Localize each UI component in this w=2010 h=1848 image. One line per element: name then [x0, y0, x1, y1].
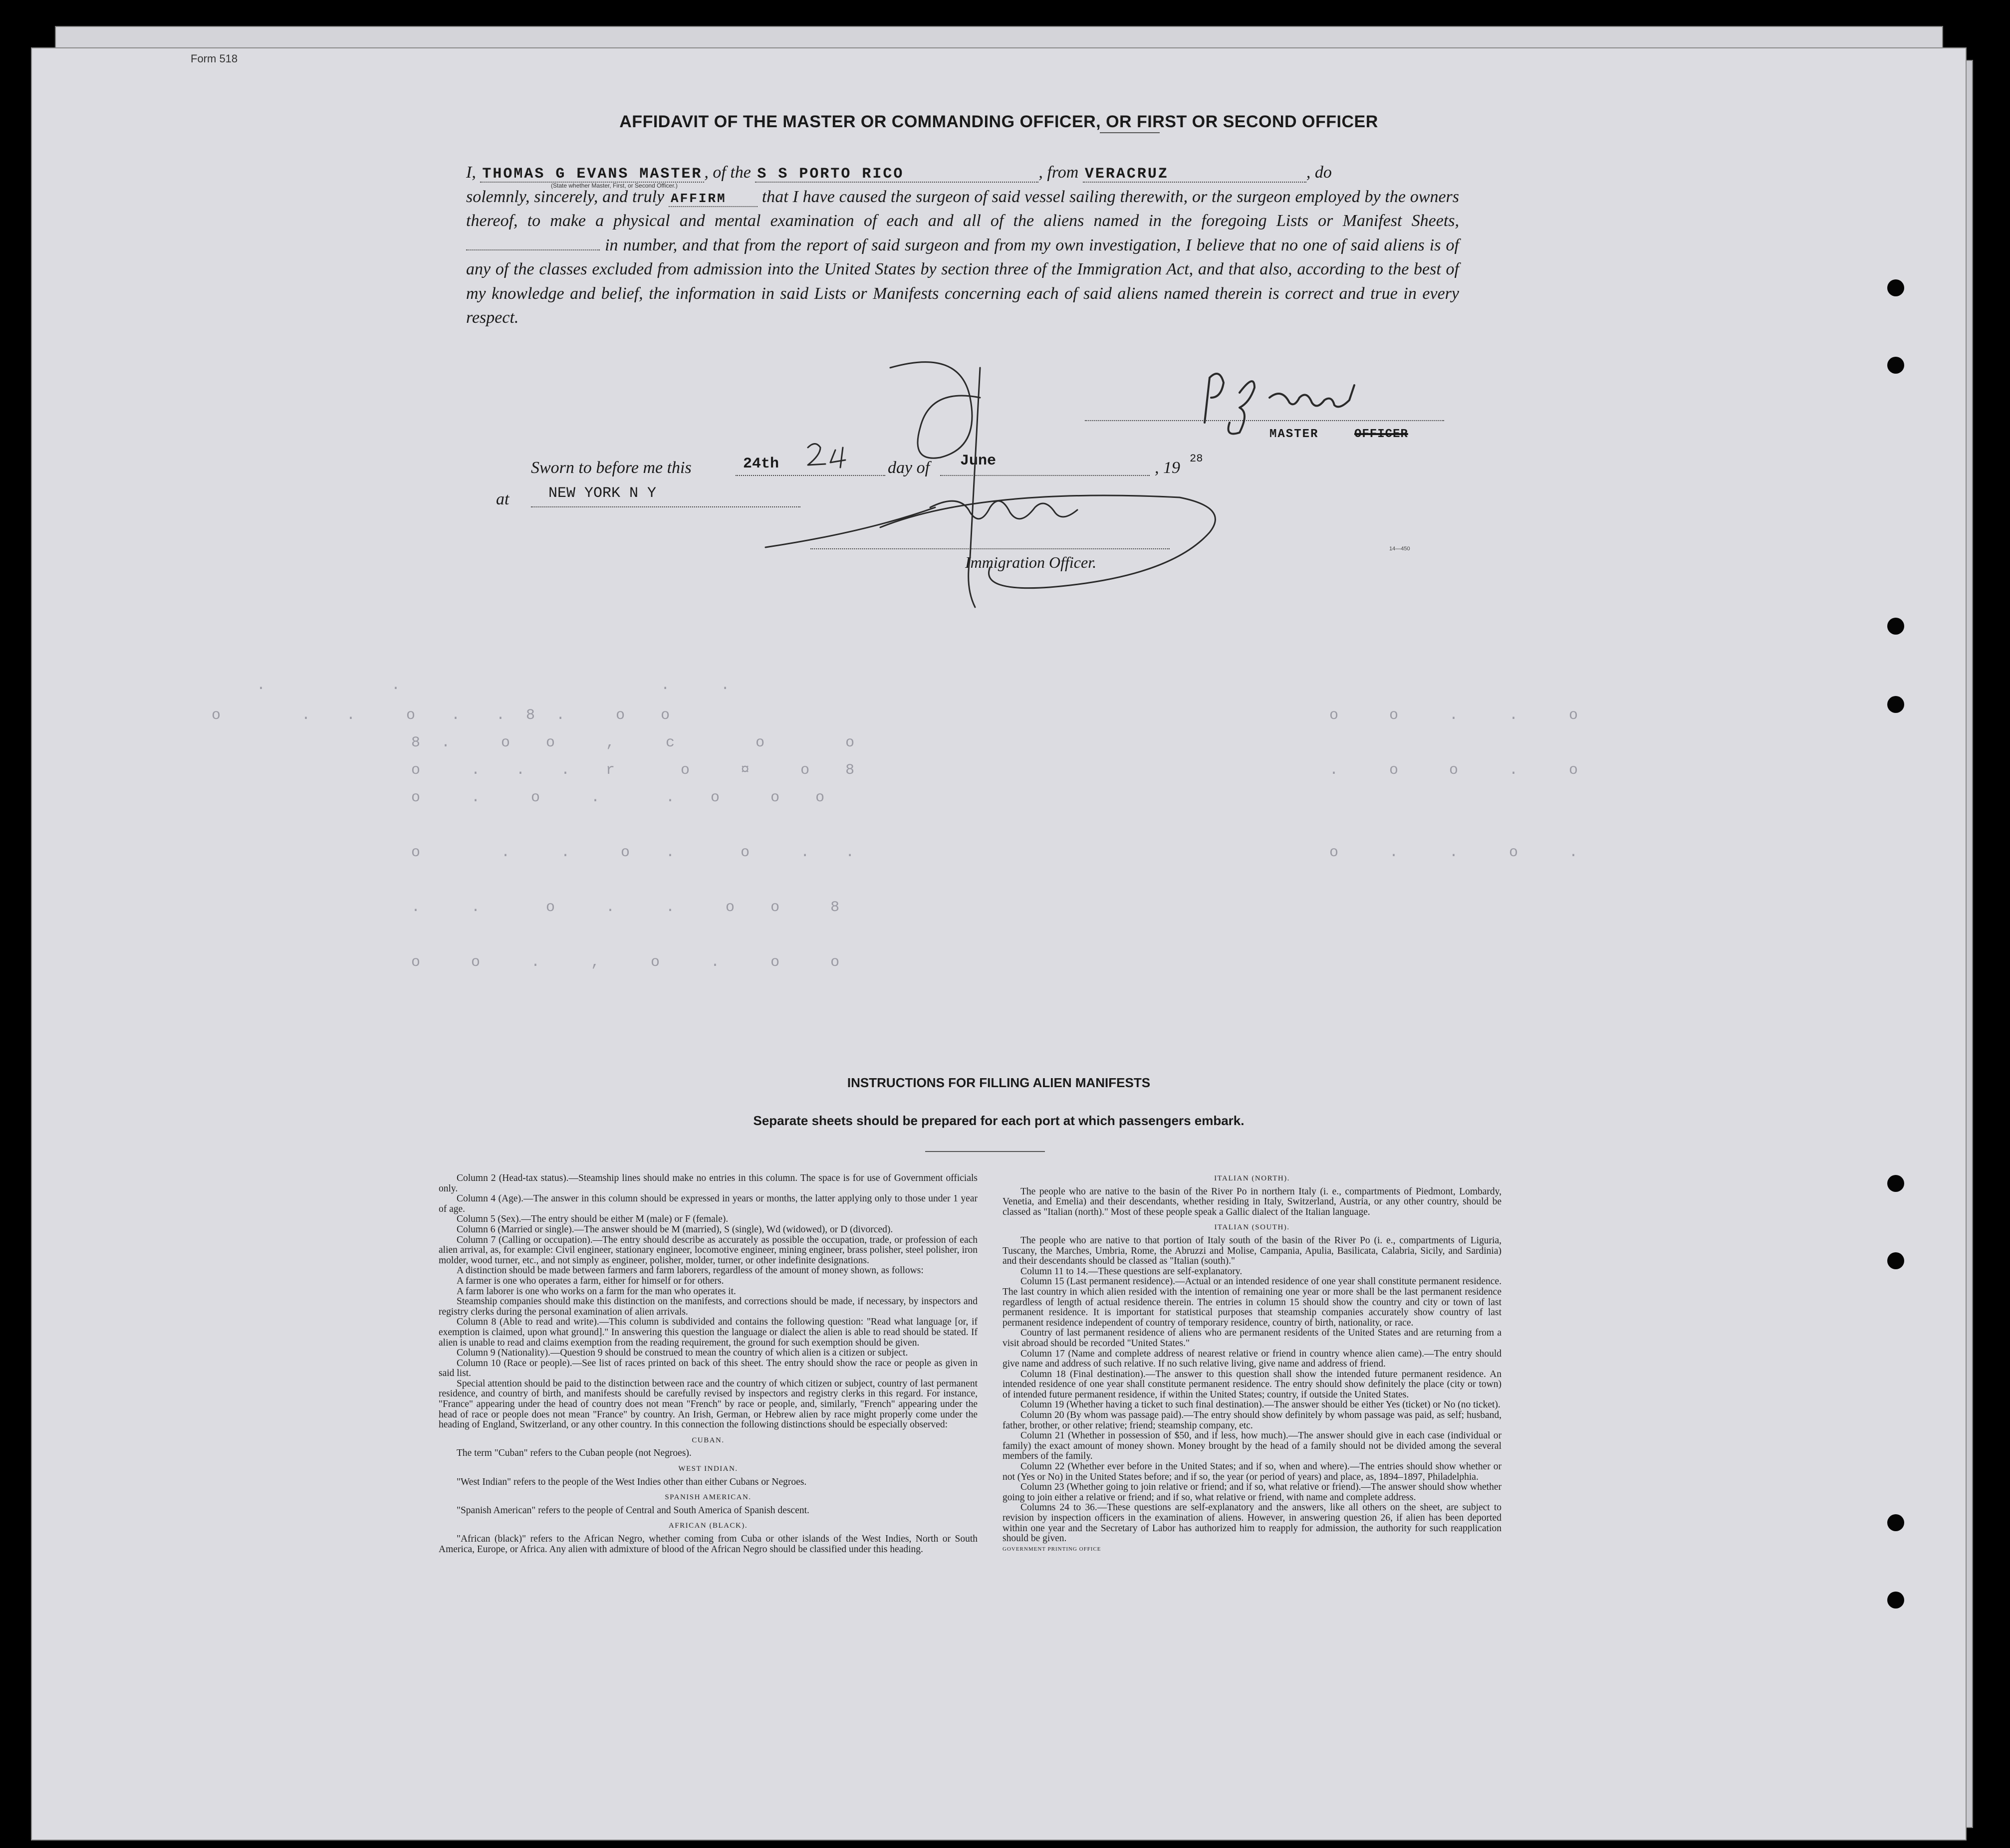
instr-col7: Column 7 (Calling or occupation).—The entry should describe as accurately as possible the occupation, trade, or profession of each alien arrival, as, for example: Civil engineer, stationary engineer, locomotive engineer, mining engineer, brass polisher, steel polisher, iron molder, wood turner, etc., and not simply as engineer, polisher, molder, turner, or other indefinite designations. — [439, 1234, 978, 1266]
affidavit-do: , do — [1306, 163, 1332, 182]
year-prefix: , 19 — [1155, 459, 1180, 477]
heading-cuban: CUBAN. — [692, 1436, 725, 1444]
instr-farmer: A farmer is one who operates a farm, either for himself or for others. — [457, 1275, 724, 1286]
departure-port-field: VERACRUZ — [1083, 167, 1306, 183]
signature-title-crossed: OFFICER — [1354, 428, 1408, 441]
punch-hole — [1887, 279, 1904, 296]
heading-spanish-american: SPANISH AMERICAN. — [665, 1493, 752, 1502]
instr-col6: Column 6 (Married or single).—The answer should be M (married), S (single), Wd (widowed), or D (divorced). — [457, 1224, 893, 1235]
heading-west-indian: WEST INDIAN. — [678, 1465, 738, 1473]
instr-col23: Column 23 (Whether going to join relative or friend; and if so, what relative or friend).—The answer should show whether going to join either a relative or friend; and if so, what relative or friend, with name and complete address. — [1003, 1482, 1502, 1503]
handwritten-signatures — [32, 48, 1966, 647]
instr-italian-north: The people who are native to the basin of the River Po in northern Italy (i. e., compartments of Piedmont, Lombardy, Venetia, and Emelia) and their descendants, whether residing in Italy, Switzerland, Austria, or any other country, should be classed as "Italian (north)." Most of these people speak a Gallic dialect of the Italian language. — [1003, 1186, 1502, 1217]
instr-returning-residents: Country of last permanent residence of aliens who are permanent residents of the United States and are returning from a visit abroad should be recorded "United States." — [1003, 1328, 1502, 1349]
heading-italian-south: ITALIAN (SOUTH). — [1214, 1223, 1290, 1232]
instr-col2: Column 2 (Head-tax status).—Steamship lines should make no entries in this column. The space is for use of Government officials only. — [439, 1173, 978, 1194]
instr-col24-36: Columns 24 to 36.—These questions are self-explanatory and the answers, like all others on the sheet, are subject to revision by inspection officers in the examination of aliens. However, in answering question 26, if alien has been deported within one year and the Secretary of Labor has authorized him to reapply for admission, the authority for such reapplication should be given. — [1003, 1502, 1502, 1544]
instr-col5: Column 5 (Sex).—The entry should be either M (male) or F (female). — [457, 1214, 729, 1225]
punch-hole — [1887, 1175, 1904, 1192]
at-label: at — [496, 490, 509, 508]
day-of-label: day of — [888, 459, 930, 477]
heading-italian-north: ITALIAN (NORTH). — [1214, 1174, 1290, 1182]
instr-col9: Column 9 (Nationality).—Question 9 should be construed to mean the country of which alien is a citizen or subject. — [457, 1348, 908, 1359]
instr-col21: Column 21 (Whether in possession of $50, and if less, how much).—The answer should give in each case (individual or family) the exact amount of money shown. Money brought by the head of a family should not be divided among the several members of the family. — [1003, 1430, 1502, 1462]
printer-imprint: GOVERNMENT PRINTING OFFICE — [1003, 1546, 1101, 1552]
instr-col8: Column 8 (Able to read and write).—This column is subdivided and contains the following question: "Read what language [or, if exemption is claimed, upon what ground]." In answering this question the language or dialect the alien is able to read should be stated. If alien is unable to read and claims exemption from the reading requirement, the ground for such exemption should be given. — [439, 1317, 978, 1348]
instr-farm-laborer: A farm laborer is one who works on a farm for the man who operates it. — [457, 1286, 736, 1297]
affidavit-of-the: , of the — [704, 163, 751, 182]
instructions-title: INSTRUCTIONS FOR FILLING ALIEN MANIFESTS — [847, 1075, 1151, 1090]
instr-col17: Column 17 (Name and complete address of nearest relative or friend in country whence alien came).—The entry should give name and address of such relative. If no such relative living, give name and address of friend. — [1003, 1348, 1502, 1370]
instr-italian-south: The people who are native to that portion of Italy south of the basin of the River Po (i. e., compartments of Liguria, Tuscany, the Marches, Umbria, Rome, the Abruzzi and Molise, Campania, Apulia, Basilicata, Calabria, Sicily, and Sardinia) and their descendants should be classed as "Italian (south)." — [1003, 1235, 1502, 1267]
instructions-left-column — [439, 1173, 978, 1555]
instr-col11-14: Column 11 to 14.—These questions are self-explanatory. — [1020, 1266, 1243, 1277]
officer-rank-note: (State whether Master, First, or Second Officer.) — [551, 182, 678, 189]
sworn-place-field: NEW YORK N Y — [548, 485, 657, 502]
instr-col19: Column 19 (Whether having a ticket to such final destination).—The answer should be either Yes (ticket) or No (no ticket). — [1020, 1399, 1501, 1410]
punch-hole — [1887, 1252, 1904, 1269]
instr-steamship: Steamship companies should make this distinction on the manifests, and corrections should be made, if necessary, by inspectors and registry clerks during the personal examination of alien arrivals. — [439, 1296, 978, 1317]
oath-word-field: AFFIRM — [669, 191, 757, 207]
affidavit-from: , from — [1038, 163, 1079, 182]
instructions-rule — [925, 1151, 1045, 1152]
instr-col15: Column 15 (Last permanent residence).—Actual or an intended residence of one year shall constitute permanent residence. The last country in which alien resided with the intention of remaining one year or more shall be the last permanent residence regardless of length of actual residence therein. The entries in column 15 should show the country and city or town of last permanent residence. It is important for statistical purposes that steamship companies accurately show country of last permanent residence independent of country of temporary residence, country of birth, nationality, or race. — [1003, 1276, 1502, 1328]
punch-hole — [1887, 1592, 1904, 1609]
immigration-officer-label: Immigration Officer. — [965, 553, 1097, 571]
instr-col4: Column 4 (Age).—The answer in this column should be expressed in years or months, the latter applying only to those under 1 year of age. — [439, 1193, 978, 1214]
sworn-month-field: June — [960, 453, 997, 469]
instr-west-indian: "West Indian" refers to the people of the West Indies other than either Cubans or Negroes. — [457, 1476, 807, 1487]
instructions-subtitle: Separate sheets should be prepared for each port at which passengers embark. — [753, 1113, 1245, 1128]
affidavit-body-part2: in number, and that from the report of said surgeon and from my own investigation, I believe that no one of said aliens is of any of the classes excluded from admission into the United States by section three of the Immigration Act, and that also, according to the best of my knowledge and belief, the information in said Lists or Manifests concerning each of said aliens named therein is correct and true in every respect. — [466, 235, 1459, 327]
instr-farm-distinction: A distinction should be made between farmers and farm laborers, regardless of the amount of money shown, as follows: — [457, 1265, 924, 1276]
instr-col18: Column 18 (Final destination).—The answer to this question shall show the intended future permanent residence. An intended residence of one year shall constitute permanent residence. The entry should show definitely the place (city or town) of intended future permanent residence, if within the United States; country, if outside the United States. — [1003, 1369, 1502, 1400]
signature-title: MASTER — [1269, 428, 1319, 441]
punch-hole — [1887, 1514, 1904, 1531]
punch-hole — [1887, 618, 1904, 635]
sworn-day-field: 24th — [743, 456, 779, 472]
vessel-name-field: S S PORTO RICO — [755, 167, 1038, 183]
sworn-label: Sworn to before me this — [531, 459, 692, 477]
punch-hole — [1887, 696, 1904, 713]
instr-col22: Column 22 (Whether ever before in the United States; and if so, when and where).—The entries should show whether or not (Yes or No) in the United States before; and if so, the year (or period of years) and place, as, 1894–1897, Philadelphia. — [1003, 1461, 1502, 1482]
handwritten-day-mark — [808, 444, 845, 468]
year-suffix: 28 — [1190, 453, 1203, 465]
master-signature-mark — [1205, 374, 1354, 434]
instructions-right-column — [1003, 1173, 1502, 1554]
affidavit-i: I, — [466, 163, 476, 182]
affidavit-title: AFFIDAVIT OF THE MASTER OR COMMANDING OFFICER, OR FIRST OR SECOND OFFICER — [619, 112, 1378, 131]
form-number: Form 518 — [191, 52, 238, 65]
instr-col10: Column 10 (Race or people).—See list of races printed on back of this sheet. The entry should show the race or people as given in said list. — [439, 1358, 978, 1379]
heading-african: AFRICAN (BLACK). — [668, 1522, 748, 1530]
instr-african: "African (black)" refers to the African Negro, whether coming from Cuba or other islands of the West Indies, North or South America, Europe, or Africa. Any alien with admixture of blood of the African Negro should be classified under this heading. — [439, 1534, 978, 1555]
form-code: 14—450 — [1389, 546, 1410, 552]
instr-special-attention: Special attention should be paid to the distinction between race and the country of which citizen or subject, country of last permanent residence, and country of birth, and manifests should be carefully revised by inspectors and registry clerks in this regard. For instance, "France" appearing under the head of country does not mean "French" by race or people, and, similarly, "French" appearing under the head of race or people does not mean "France" by country. An Irish, German, or Hebrew alien by race might properly come under the heading of England, Switzerland, or any other country. In this connection the following distinctions should be especially observed: — [439, 1378, 978, 1430]
affidavit-solemnly: solemnly, sincerely, and truly — [466, 187, 665, 206]
punch-hole — [1887, 357, 1904, 374]
affidavit-body-part1: that I have caused the surgeon of said vessel sailing therewith, or the surgeon employed by the owners thereof, to make a physical and mental examination of each and all of the aliens named in the foregoing Lists or Manifest Sheets, — [466, 187, 1460, 230]
manifest-sheet: Form 518 . . . . o . . o . . 8 . o o 8 . o o , c o o o . . . r o ¤ o 8 o . o . . o o o o . . o . o . . . . o . . o o 8 o o . , o . o o o o . . o . o o . o o . . o . AFFIDAVIT OF THE MASTER OR COMMANDING OFFICER, OR FIRST OR SECOND OFFICER I, THOMAS G EVANS MASTER , of the S S PORTO RICO , from VERACRUZ , do solemnly, sincerely, and truly AFFIRM that I have caused the surgeon of said vessel sailing therewith, or the surgeon employed by the owners thereof, to make a physical and mental examination of each and all of the aliens named in the foregoing Lists or Manifest Sheets, in number, and that from the report of said surgeon and from my own investigation, I believe that no one of said aliens is of any of the classes excluded from admission into the United States by section three of the Immigration Act, and that also, according to the best of my knowledge and belief, the information in said Lists or Manifests concerning each of said aliens named therein is correct and true in every respect. (State whether Master, First, or Second Officer.) MASTER OFFICER Sworn to before me this 24th day of June , 19 28 at NEW YORK N Y Immigration Officer. 14—450 INSTRUCTIONS FOR FILLING ALIEN MANIFESTS Separate sheets should be prepared for each port at which passengers embark. Column 2 (Head-tax status).—Steamship lines should make no entries in this column. The space is for use of Government officials only. Column 4 (Age).—The answer in this column should be expressed in years or months, the latter applying only to those under 1 year of age. Column 5 (Sex).—The entry should be either M (male) or F (female). Column 6 (Married or single).—The answer should be M (married), S (single), Wd (widowed), or D (divorced). Column 7 (Calling or occupation).—The entry should describe as accurately as possible the occupation, trade, or profession of each alien arrival, as, for example: Civil engineer, stationary engineer, locomotive engineer, mining engineer, brass polisher, steel polisher, iron molder, wood turner, etc., and not simply as engineer, polisher, molder, turner, or other indefinite designations. A distinction should be made between farmers and farm laborers, regardless of the amount of money shown, as follows: A farmer is one who operates a farm, either for himself or for others. A farm laborer is one who works on a farm for the man who operates it. Steamship companies should make this distinction on the manifests, and corrections should be made, if necessary, by inspectors and registry clerks during the personal examination of alien arrivals. Column 8 (Able to read and write).—This column is subdivided and contains the following question: "Read what language [or, if exemption is claimed, upon what ground]." In answering this question the language or dialect the alien is able to read should be stated. If alien is unable to read and claims exemption from the reading requirement, the ground for such exemption should be given. Column 9 (Nationality).—Question 9 should be construed to mean the country of which alien is a citizen or subject. Column 10 (Race or people).—See list of races printed on back of this sheet. The entry should show the race or people as given in said list. Special attention should be paid to the distinction between race and the country of which citizen or subject, country of last permanent residence, and country of birth, and manifests should be carefully revised by inspectors and registry clerks in this regard. For instance, "France" appearing under the head of country does not mean "French" by race or people, and, similarly, "French" appearing under the head of race or people does not mean "France" by country. An Irish, German, or Hebrew alien by race might properly come under the heading of England, Switzerland, or any other country. In this connection the following distinctions should be especially observed: CUBAN. The term "Cuban" refers to the Cuban people (not Negroes). WEST INDIAN. "West Indian" refers to the people of the West Indies other than either Cubans or Negroes. SPANISH AMERICAN. "Spanish American" refers to the people of Central and South America of Spanish descent. AFRICAN (BLACK). "African (black)" refers to the African Negro, whether coming from Cuba or other islands of the West Indies, North or South America, Europe, or Africa. Any alien with admixture of blood of the African Negro should be classified under this heading. ITALIAN (NORTH). The people who are native to the basin of the River Po in northern Italy (i. e., compartments of Piedmont, Lombardy, Venetia, and Emelia) and their descendants, whether residing in Italy, Switzerland, Austria, or any other country, should be classed as "Italian (north)." Most of these people speak a Gallic dialect of the Italian language. ITALIAN (SOUTH). The people who are native to that portion of Italy south of the basin of the River Po (i. e., compartments of Liguria, Tuscany, the Marches, Umbria, Rome, the Abruzzi and Molise, Campania, Apulia, Basilicata, Calabria, Sicily, and Sardinia) and their descendants should be classed as "Italian (south)." Column 11 to 14.—These questions are self-explanatory. Column 15 (Last permanent residence).—Actual or an intended residence of one year shall constitute permanent residence. The last country in which alien resided with the intention of remaining one year or more shall be the last permanent residence regardless of length of actual residence therein. The entries in column 15 should show the country and city or town of last permanent residence. It is important for statistical purposes that steamship companies accurately show country of last permanent residence independent of country of temporary residence, country of birth, nationality, or race. Country of last permanent residence of aliens who are permanent residents of the United States and are returning from a visit abroad should be recorded "United States." Column 17 (Name and complete address of nearest relative or friend in country whence alien came).—The entry should give name and address of such relative. If no such relative living, give name and address of friend. Column 18 (Final destination).—The answer to this question shall show the intended future permanent residence. An intended residence of one year shall constitute permanent residence. The entry should show definitely the place (city or town) of intended future permanent residence, if within the United States; country, if outside the United States. Column 19 (Whether having a ticket to such final destination).—The answer should be either Yes (ticket) or No (no ticket). Column 20 (By whom was passage paid).—The entry should show definitely by whom passage was paid, as self; husband, father, brother, or other relative; friend; steamship company, etc. Column 21 (Whether in possession of $50, and if less, how much).—The answer should give in each case (individual or family) the exact amount of money shown. Money brought by the head of a family should not be divided among the several members of the family. Column 22 (Whether ever before in the United States; and if so, when and where).—The entries should show whether or not (Yes or No) in the United States before; and if so, the year (or period of years) and place, as, 1894–1897, Philadelphia. Column 23 (Whether going to join relative or friend; and if so, what relative or friend).—The answer should show whether going to join either a relative or friend; and if so, what relative or friend, with name and complete address. Columns 24 to 36.—These questions are self-explanatory and the answers, like all others on the sheet, are subject to revision by inspection officers in the examination of aliens. However, in answering question 26, if alien has been deported within one year and the Secretary of Labor has authorized him to reapply for admission, the authority for such reapplication should be given. GOVERNMENT PRINTING OFFICE — [31, 47, 1967, 1841]
instr-cuban: The term "Cuban" refers to the Cuban people (not Negroes). — [457, 1448, 692, 1459]
instr-spanish-american: "Spanish American" refers to the people of Central and South America of Spanish descent. — [457, 1505, 809, 1516]
instr-col20: Column 20 (By whom was passage paid).—The entry should show definitely by whom passage was paid, as self; husband, father, brother, or other relative; friend; steamship company, etc. — [1003, 1410, 1502, 1431]
officer-name-field: THOMAS G EVANS MASTER — [480, 167, 704, 183]
officer-signature-mark — [765, 362, 1215, 607]
